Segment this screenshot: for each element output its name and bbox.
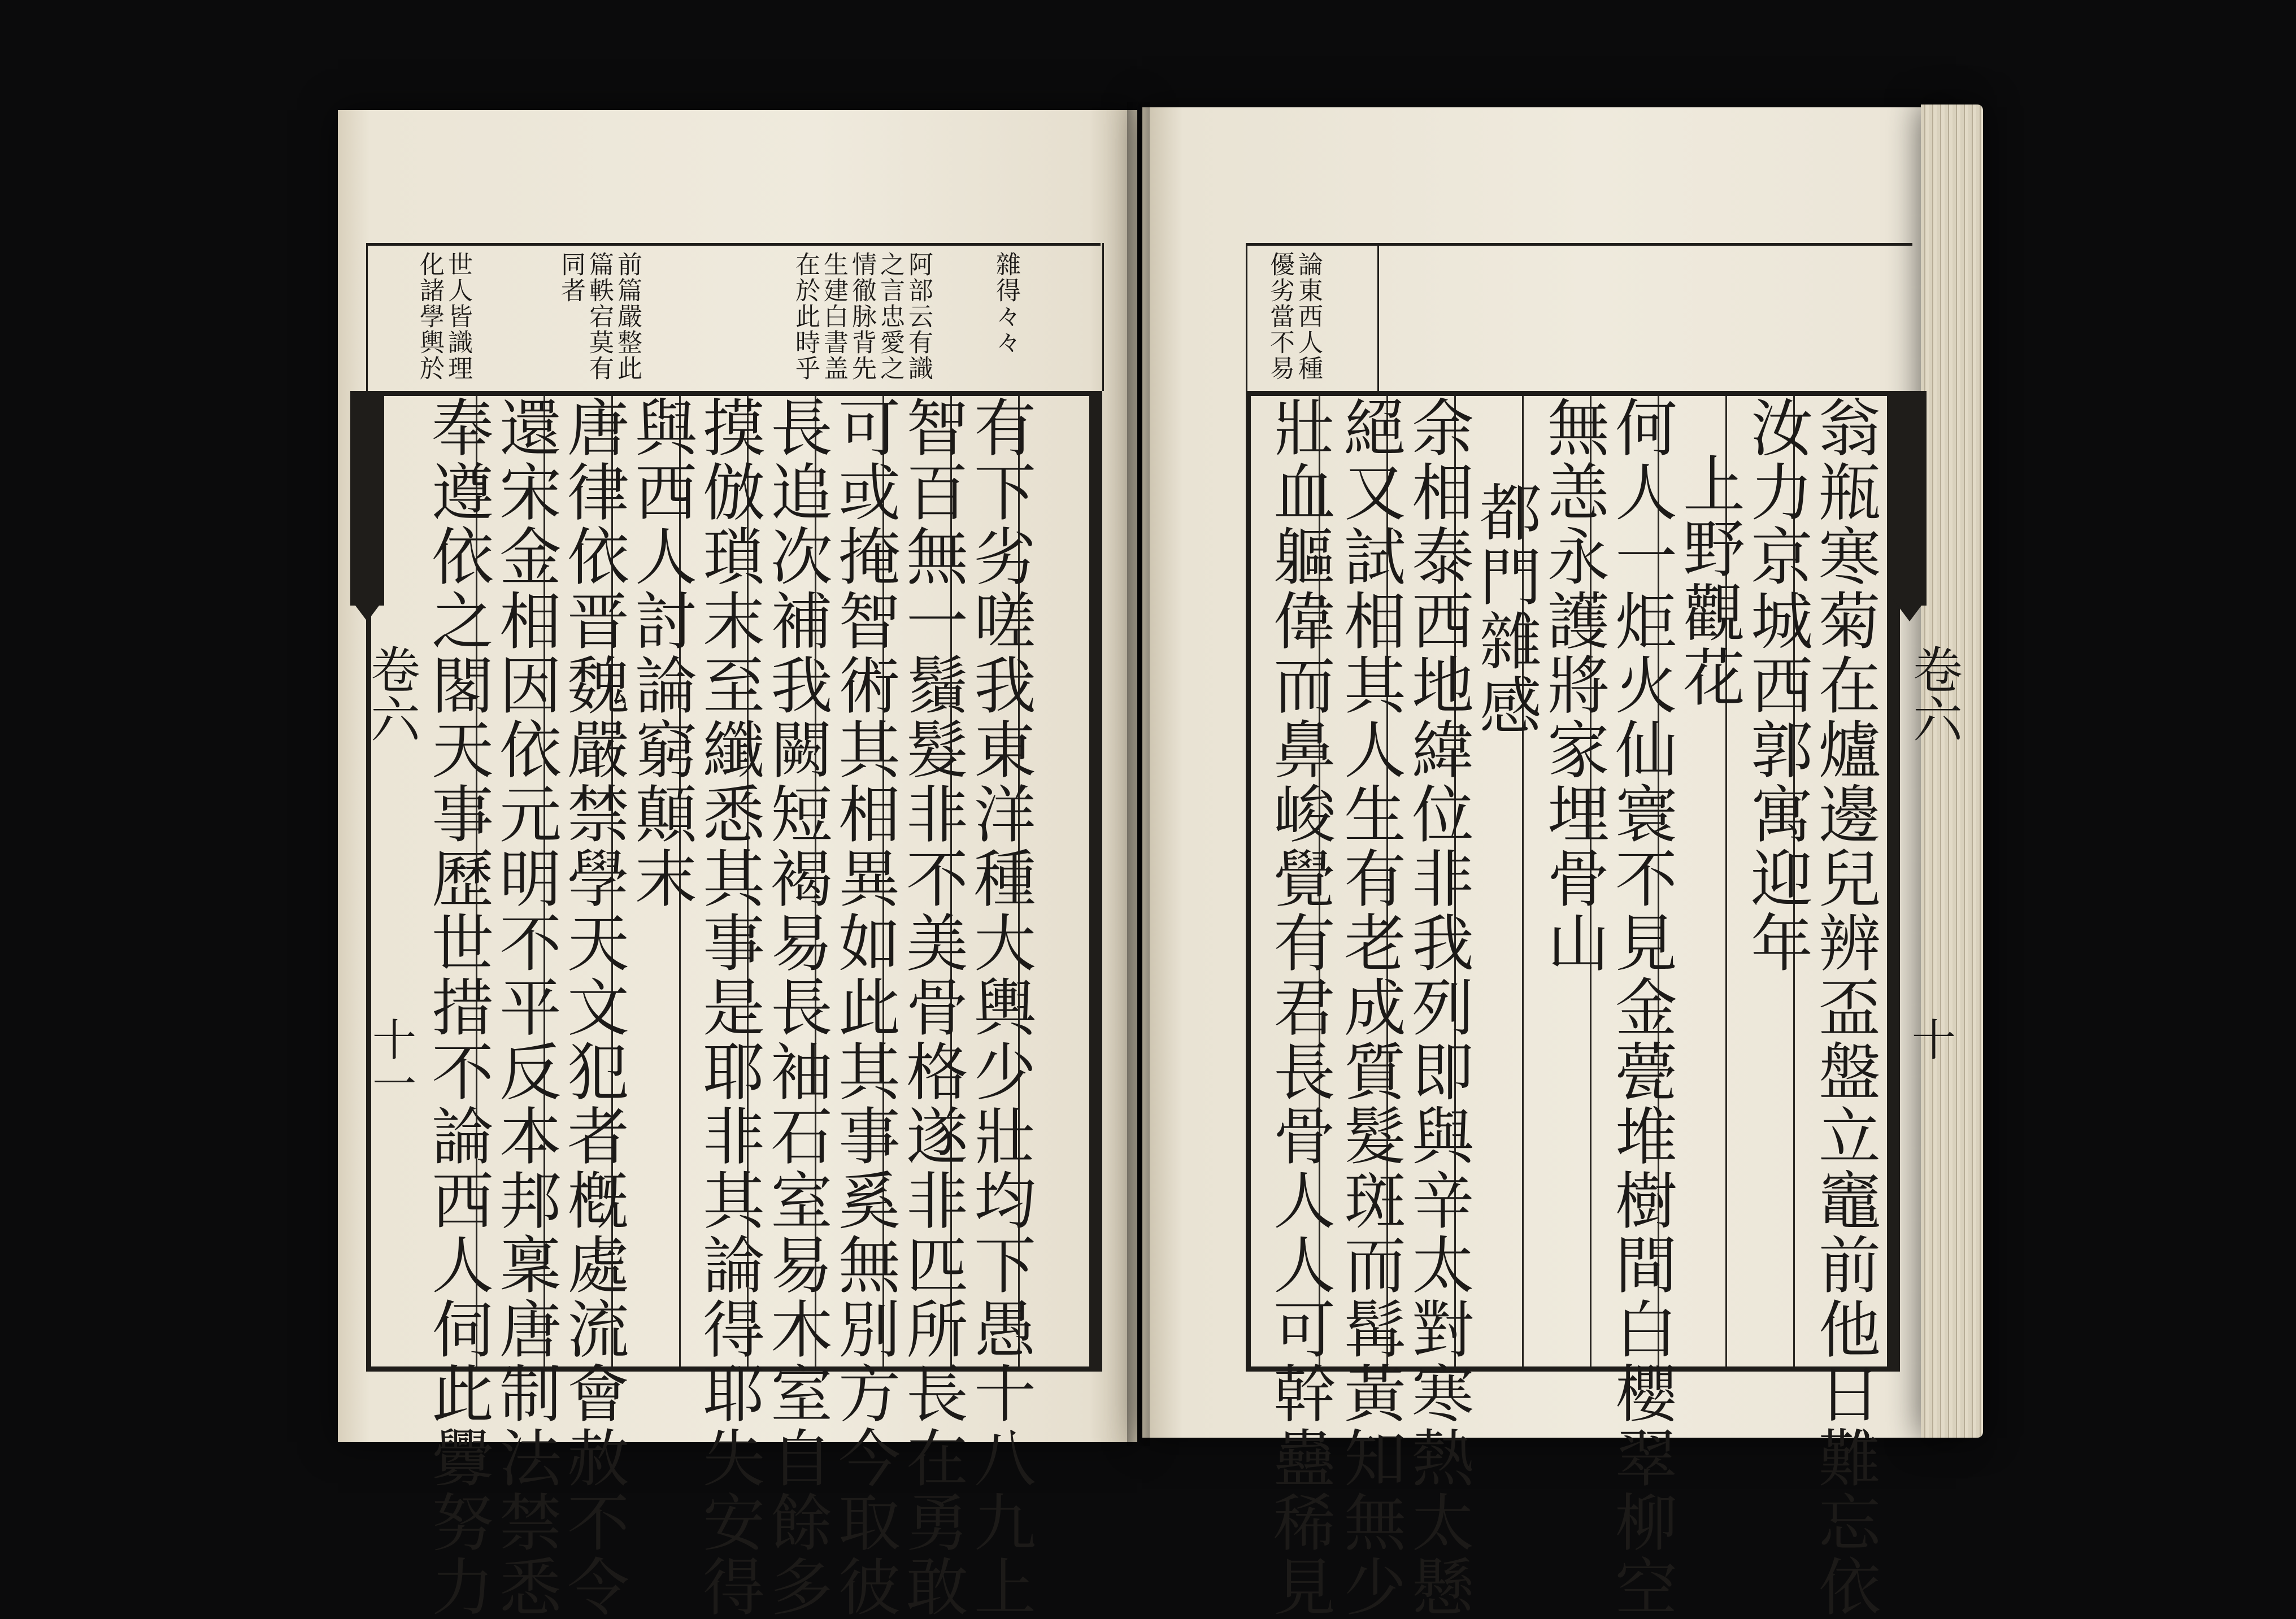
- text-column: 長追次補我闕短褐易長袖石室易木室自餘多: [760, 395, 833, 1619]
- volume-label: 卷六: [363, 644, 421, 743]
- head-note: 阿部云有識之言忠愛之情徹脉背先生建白書盖在於此時乎: [791, 251, 933, 381]
- head-note: 雜得々々: [992, 251, 1020, 355]
- volume-label: 卷六: [1905, 644, 1963, 743]
- text-column: 汝力京城西郭寓迎年: [1741, 395, 1813, 975]
- text-column: 智百無一鬚髮非不美骨格遂非匹所長在勇敢: [896, 395, 968, 1619]
- head-note: 論東西人種優劣當不易: [1266, 251, 1323, 381]
- text-column: 與西人討論窮顛末: [625, 395, 697, 911]
- center-block-right: [1893, 391, 1927, 606]
- folio-number: 十: [1904, 1017, 1955, 1061]
- text-column: 唐律依晋魏嚴禁學天文犯者槪處流會赦不令: [557, 395, 629, 1619]
- text-column: 還宋金相因依元明不平反本邦稟唐制法禁悉: [489, 395, 562, 1619]
- head-note: 前篇嚴整此篇軼宕莫有同者: [556, 251, 642, 381]
- text-column: 摸倣瑣末至纖悉其事是耶非其論得耶失安得: [693, 395, 765, 1619]
- text-column: 上野觀花: [1673, 452, 1745, 710]
- folio-number: 十一: [365, 1017, 416, 1105]
- text-column: 無恙永護將家埋骨山: [1537, 395, 1610, 975]
- book-gutter: [1127, 102, 1150, 1446]
- text-column: 絕又試相其人生有老成質髮斑而髯黃知無少: [1334, 395, 1406, 1619]
- text-column: 翁瓶寒菊在爐邊兒辨盃盤立竈前他日難忘依: [1808, 395, 1881, 1619]
- text-column: 奉遵依之閣天事歷世措不論西人伺此釁努力: [421, 395, 494, 1619]
- head-note: 世人皆識理化諸學輿於: [415, 251, 472, 381]
- text-column: 可或掩智術其相異如此其事奚無別方今取彼: [828, 395, 901, 1619]
- center-block-left: [350, 391, 384, 606]
- text-column: 何人一炬火仙寰不見金甍堆樹間白櫻翠柳空: [1605, 395, 1677, 1619]
- text-column: 都門雜感: [1469, 480, 1542, 738]
- text-column: 壯血軀偉而鼻峻覺有君長骨人人可幹蠱稀見: [1263, 395, 1336, 1619]
- page-edges: [1921, 105, 1983, 1438]
- text-column: 余相泰西地緯位非我列即與辛太對寒熱太懸: [1402, 395, 1474, 1619]
- text-column: 有下劣嗟我東洋種大輿少壯均下愚十八九上: [964, 395, 1036, 1619]
